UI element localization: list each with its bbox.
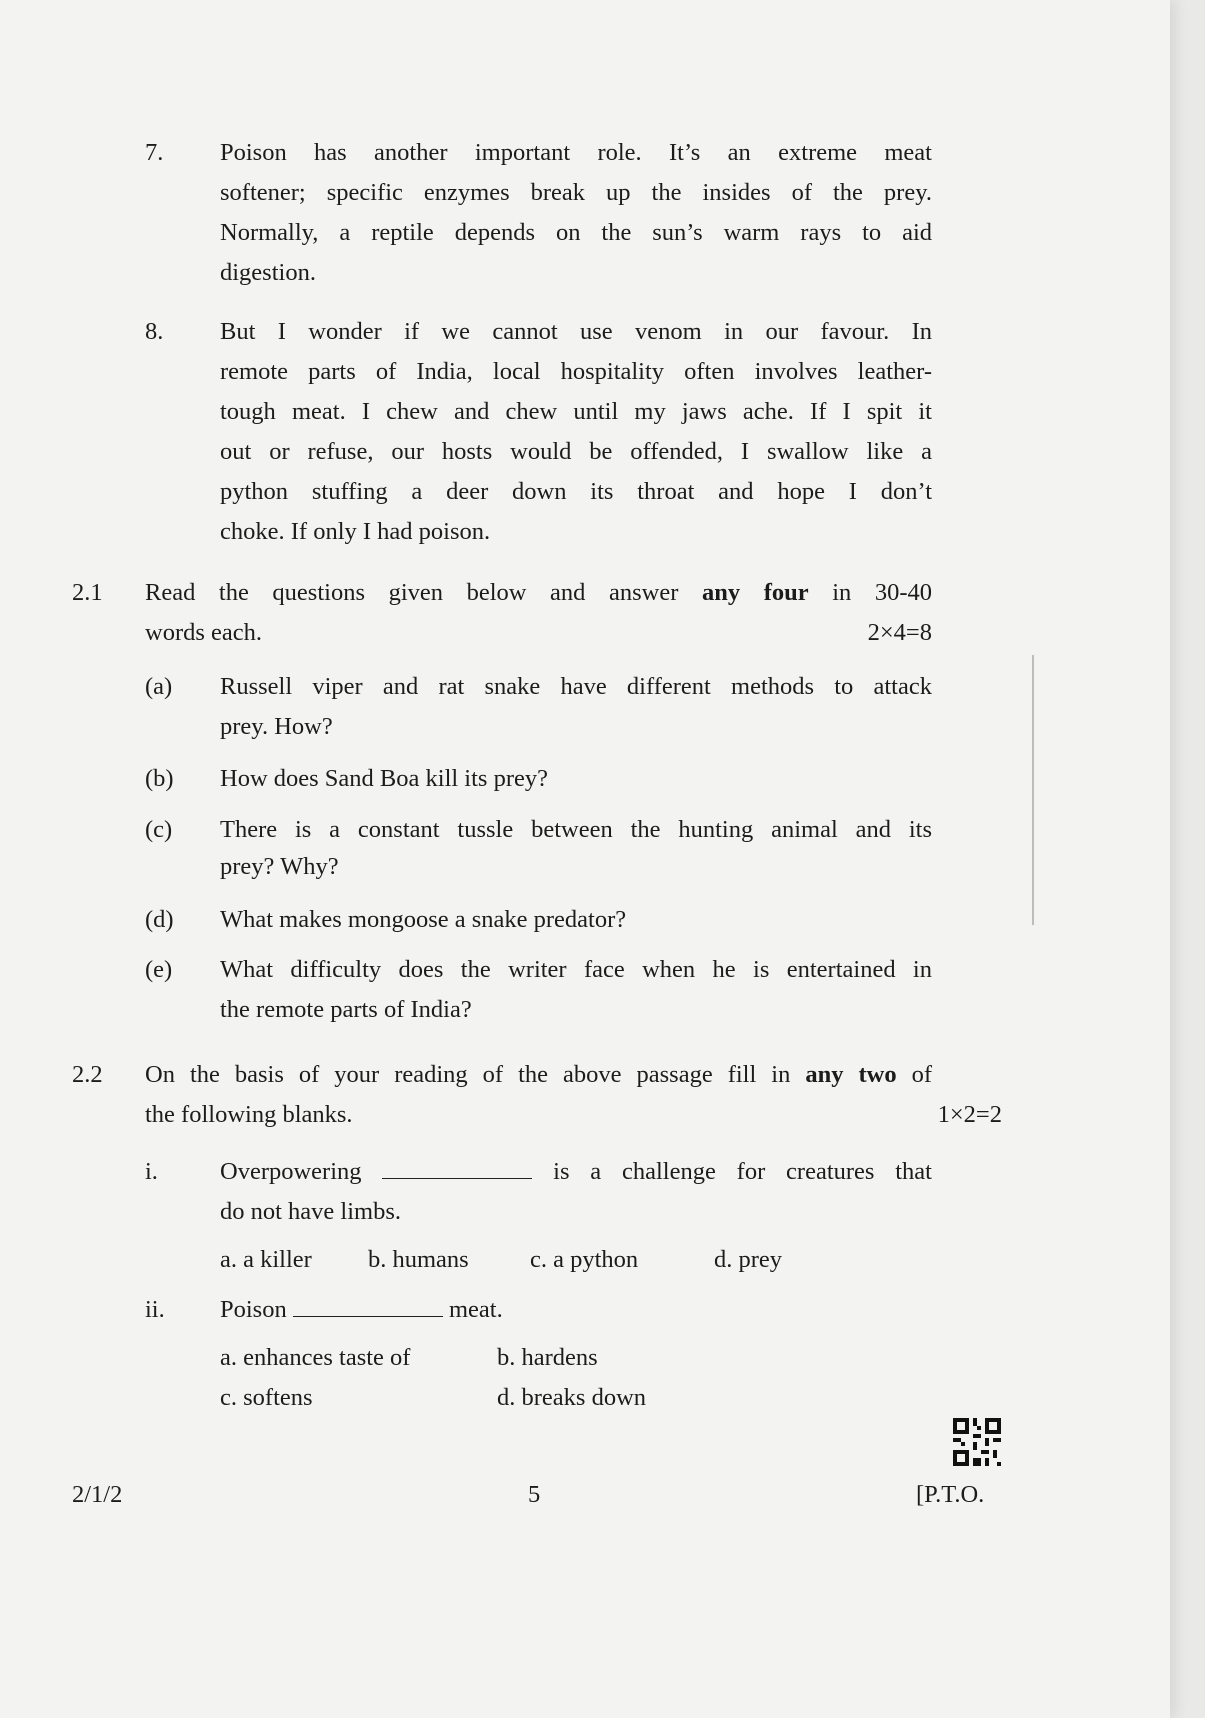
instruction-bold: any four	[701, 579, 809, 606]
para-8-line: choke. If only I had poison.	[220, 518, 491, 545]
question-2-2-item-ii	[220, 1290, 932, 1330]
item-label: (e)	[145, 956, 173, 983]
question-2-1-instruction-line	[145, 573, 932, 613]
para-7	[220, 133, 932, 293]
item-label: (b)	[145, 765, 174, 792]
instruction-text: words each.	[145, 619, 263, 646]
option: a. enhances taste of	[220, 1344, 411, 1371]
item-text: meat.	[442, 1296, 503, 1323]
item-label: (d)	[145, 906, 174, 933]
item-text: is a challenge for creatures that	[532, 1158, 932, 1185]
item-text: Poison	[220, 1296, 293, 1323]
please-turn-over: [P.T.O.	[916, 1481, 985, 1508]
item-line: the remote parts of India?	[220, 996, 472, 1023]
instruction-text: On the basis of your reading of the above passage fill in	[145, 1061, 806, 1088]
instruction-text: the following blanks.	[145, 1101, 353, 1128]
para-7-line: Normally, a reptile depends on the sun’s warm rays to aid	[220, 219, 932, 246]
question-2-2-instruction-line	[145, 1055, 932, 1095]
item-line: Russell viper and rat snake have different methods to attack	[220, 673, 932, 700]
question-2-1-instruction	[145, 573, 932, 653]
item-label: (a)	[145, 673, 173, 700]
item-line: What difficulty does the writer face when he is entertained in	[220, 956, 932, 983]
question-2-2-item-i	[220, 1152, 932, 1232]
para-8-number: 8.	[145, 318, 164, 345]
question-2-2-instruction-line-2	[145, 1095, 1002, 1135]
para-8-line: But I wonder if we cannot use venom in our favour. In	[220, 318, 932, 345]
question-2-1-marks: 2×4=8	[867, 619, 932, 646]
para-7-line: digestion.	[220, 259, 316, 286]
option: c. a python	[530, 1246, 639, 1273]
instruction-text: of	[896, 1061, 932, 1088]
item-label: i.	[145, 1158, 158, 1185]
instruction-text: in 30-40	[808, 579, 932, 606]
para-8-line: out or refuse, our hosts would be offended, I swallow like a	[220, 438, 932, 465]
item-line: prey. How?	[220, 713, 333, 740]
question-2-1-item-c	[220, 810, 932, 884]
question-2-1-item-d	[220, 900, 932, 940]
option: b. hardens	[497, 1344, 598, 1371]
item-line: How does Sand Boa kill its prey?	[220, 765, 548, 792]
para-8	[220, 312, 932, 552]
option: a. a killer	[220, 1246, 312, 1273]
option: b. humans	[368, 1246, 469, 1273]
item-line: do not have limbs.	[220, 1198, 402, 1225]
item-line: What makes mongoose a snake predator?	[220, 906, 627, 933]
para-8-line: remote parts of India, local hospitality often involves leather-	[220, 358, 932, 385]
item-label: ii.	[145, 1296, 165, 1323]
question-2-1-item-e	[220, 950, 932, 1030]
fill-blank[interactable]	[293, 1290, 443, 1317]
instruction-bold: any two	[805, 1061, 897, 1088]
question-2-1-item-a	[220, 667, 932, 747]
item-line: prey? Why?	[220, 853, 339, 880]
item-line: There is a constant tussle between the hunting animal and its	[220, 816, 932, 843]
paper-code: 2/1/2	[72, 1481, 123, 1508]
fill-blank[interactable]	[382, 1152, 532, 1179]
margin-rule	[1032, 655, 1034, 925]
page-number: 5	[528, 1481, 541, 1508]
qr-code-icon	[953, 1418, 1001, 1466]
option: d. prey	[714, 1246, 783, 1273]
question-2-2-marks: 1×2=2	[937, 1101, 1002, 1128]
item-label: (c)	[145, 816, 173, 843]
para-8-line: python stuffing a deer down its throat and hope I don’t	[220, 478, 932, 505]
option: c. softens	[220, 1384, 313, 1411]
question-2-1-item-b	[220, 759, 932, 799]
question-2-2-number: 2.2	[72, 1061, 103, 1088]
question-2-2-instruction	[145, 1055, 1002, 1135]
para-7-line: softener; specific enzymes break up the insides of the prey.	[220, 179, 932, 206]
para-8-line: tough meat. I chew and chew until my jaws ache. If I spit it	[220, 398, 932, 425]
question-2-1-number: 2.1	[72, 579, 103, 606]
option: d. breaks down	[497, 1384, 647, 1411]
para-7-line: Poison has another important role. It’s an extreme meat	[220, 139, 932, 166]
question-2-1-instruction-line-2	[145, 613, 932, 653]
instruction-text: Read the questions given below and answer	[145, 579, 702, 606]
item-line	[220, 1152, 932, 1192]
item-text: Overpowering	[220, 1158, 383, 1185]
item-line	[220, 1290, 932, 1330]
para-7-number: 7.	[145, 139, 164, 166]
